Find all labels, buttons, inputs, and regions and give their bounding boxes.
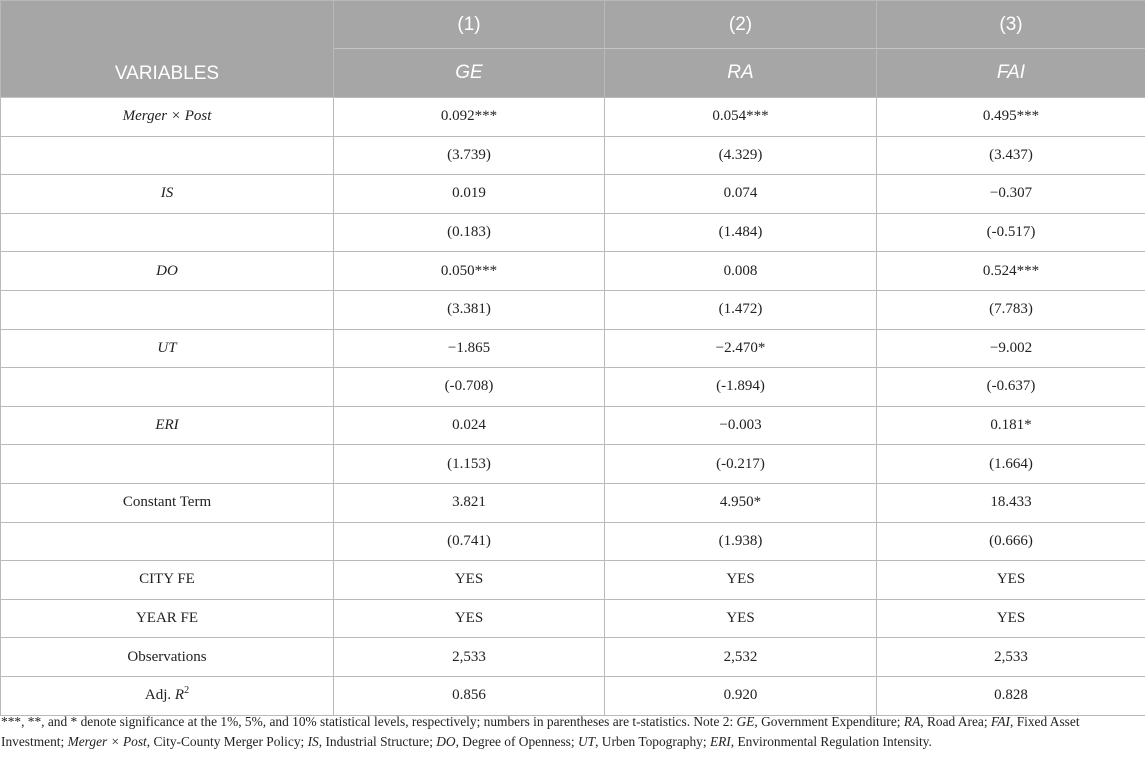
table-cell: 0.856: [334, 676, 605, 715]
footnote-abbr: GE: [736, 714, 755, 729]
table-footnote: [1, 712, 1141, 752]
table-cell: YES: [877, 561, 1145, 600]
table-row: [1, 252, 1145, 291]
table-row-adj-r2: [1, 676, 1145, 715]
footnote-abbr: IS: [307, 734, 319, 749]
footnote-abbr: DO: [436, 734, 456, 749]
table-cell: 3.821: [334, 483, 605, 522]
row-label: [1, 213, 334, 252]
column-name-1: GE: [334, 49, 605, 98]
table-cell: −2.470*: [605, 329, 877, 368]
table-cell: YES: [605, 599, 877, 638]
adj-r2-prefix: Adj.: [144, 687, 175, 704]
table-cell: 0.008: [605, 252, 877, 291]
table-cell: −9.002: [877, 329, 1145, 368]
row-label: DO: [1, 252, 334, 291]
table-row: [1, 136, 1145, 175]
column-number-3: (3): [877, 1, 1145, 49]
row-label: CITY FE: [1, 561, 334, 600]
footnote-desc: , Industrial Structure;: [318, 734, 437, 749]
footnote-desc: , City-County Merger Policy;: [146, 734, 308, 749]
table-cell: −0.003: [605, 406, 877, 445]
table-header: [1, 1, 1145, 98]
table-row: [1, 445, 1145, 484]
table-cell: (0.183): [334, 213, 605, 252]
table-row: [1, 98, 1145, 137]
footnote-desc: , Road Area;: [920, 714, 991, 729]
table-cell: (1.153): [334, 445, 605, 484]
table-cell: (0.741): [334, 522, 605, 561]
header-row-numbers: [1, 1, 1145, 49]
footnote-desc: , Urben Topography;: [595, 734, 710, 749]
table-row: [1, 406, 1145, 445]
footnote-abbr: Merger × Post: [67, 734, 147, 749]
table-cell: YES: [334, 561, 605, 600]
table-row: [1, 561, 1145, 600]
row-label: ERI: [1, 406, 334, 445]
table-cell: (-0.517): [877, 213, 1145, 252]
table-cell: −0.307: [877, 175, 1145, 214]
table-cell: 0.828: [877, 676, 1145, 715]
footnote-lead: ***, **, and * denote significance at the 1%, 5%, and 10% statistical levels, respectively; numbers in parentheses are t-statistics. Note 2:: [1, 714, 737, 729]
footnote-desc: , Government Expenditure;: [754, 714, 904, 729]
table-cell: (3.739): [334, 136, 605, 175]
table-cell: (1.484): [605, 213, 877, 252]
table-cell: (3.437): [877, 136, 1145, 175]
table-cell: 0.054***: [605, 98, 877, 137]
table-cell: 0.074: [605, 175, 877, 214]
table-cell: (4.329): [605, 136, 877, 175]
footnote-desc: , Environmental Regulation Intensity.: [730, 734, 932, 749]
footnote-abbr: ERI: [709, 734, 731, 749]
table-cell: 2,533: [334, 638, 605, 677]
table-row: [1, 522, 1145, 561]
table-row: [1, 213, 1145, 252]
row-label: YEAR FE: [1, 599, 334, 638]
table-cell: 2,532: [605, 638, 877, 677]
table-cell: YES: [334, 599, 605, 638]
table-row: [1, 329, 1145, 368]
row-label-adj-r2: [1, 676, 334, 715]
table-cell: 0.524***: [877, 252, 1145, 291]
table-cell: 0.920: [605, 676, 877, 715]
table-cell: (-1.894): [605, 368, 877, 407]
column-name-3: FAI: [877, 49, 1145, 98]
table-row: [1, 175, 1145, 214]
table-cell: 0.181*: [877, 406, 1145, 445]
row-label: UT: [1, 329, 334, 368]
table-cell: 0.092***: [334, 98, 605, 137]
table-row: [1, 638, 1145, 677]
table-cell: 0.019: [334, 175, 605, 214]
table-cell: 0.050***: [334, 252, 605, 291]
table-cell: 2,533: [877, 638, 1145, 677]
row-label: [1, 368, 334, 407]
table-row: [1, 290, 1145, 329]
table-body: [1, 98, 1145, 716]
row-label: Constant Term: [1, 483, 334, 522]
table-cell: (7.783): [877, 290, 1145, 329]
table-cell: (1.664): [877, 445, 1145, 484]
table-row: [1, 483, 1145, 522]
footnote-abbr: UT: [577, 734, 596, 749]
footnote-abbr: RA: [903, 714, 921, 729]
footnote-abbr: FAI: [990, 714, 1010, 729]
footnote-desc: , Fixed Asset Investment;: [1, 714, 1080, 749]
row-label: [1, 290, 334, 329]
table-cell: 4.950*: [605, 483, 877, 522]
table-cell: (-0.708): [334, 368, 605, 407]
column-number-2: (2): [605, 1, 877, 49]
table-cell: (1.472): [605, 290, 877, 329]
table-row: [1, 368, 1145, 407]
adj-r2-symbol: R: [174, 687, 185, 704]
table-cell: 0.495***: [877, 98, 1145, 137]
row-label: [1, 445, 334, 484]
table-cell: (-0.217): [605, 445, 877, 484]
footnote-desc: , Degree of Openness;: [455, 734, 578, 749]
row-label: [1, 522, 334, 561]
table-cell: (3.381): [334, 290, 605, 329]
table-cell: −1.865: [334, 329, 605, 368]
table-row: [1, 599, 1145, 638]
row-label: Merger × Post: [1, 98, 334, 137]
variables-header: VARIABLES: [1, 1, 334, 98]
table-cell: YES: [877, 599, 1145, 638]
column-name-2: RA: [605, 49, 877, 98]
table-cell: YES: [605, 561, 877, 600]
table-cell: 0.024: [334, 406, 605, 445]
adj-r2-superscript: 2: [184, 685, 190, 697]
table-cell: (0.666): [877, 522, 1145, 561]
row-label: IS: [1, 175, 334, 214]
row-label: [1, 136, 334, 175]
table-cell: 18.433: [877, 483, 1145, 522]
table-cell: (1.938): [605, 522, 877, 561]
table-cell: (-0.637): [877, 368, 1145, 407]
row-label: Observations: [1, 638, 334, 677]
column-number-1: (1): [334, 1, 605, 49]
